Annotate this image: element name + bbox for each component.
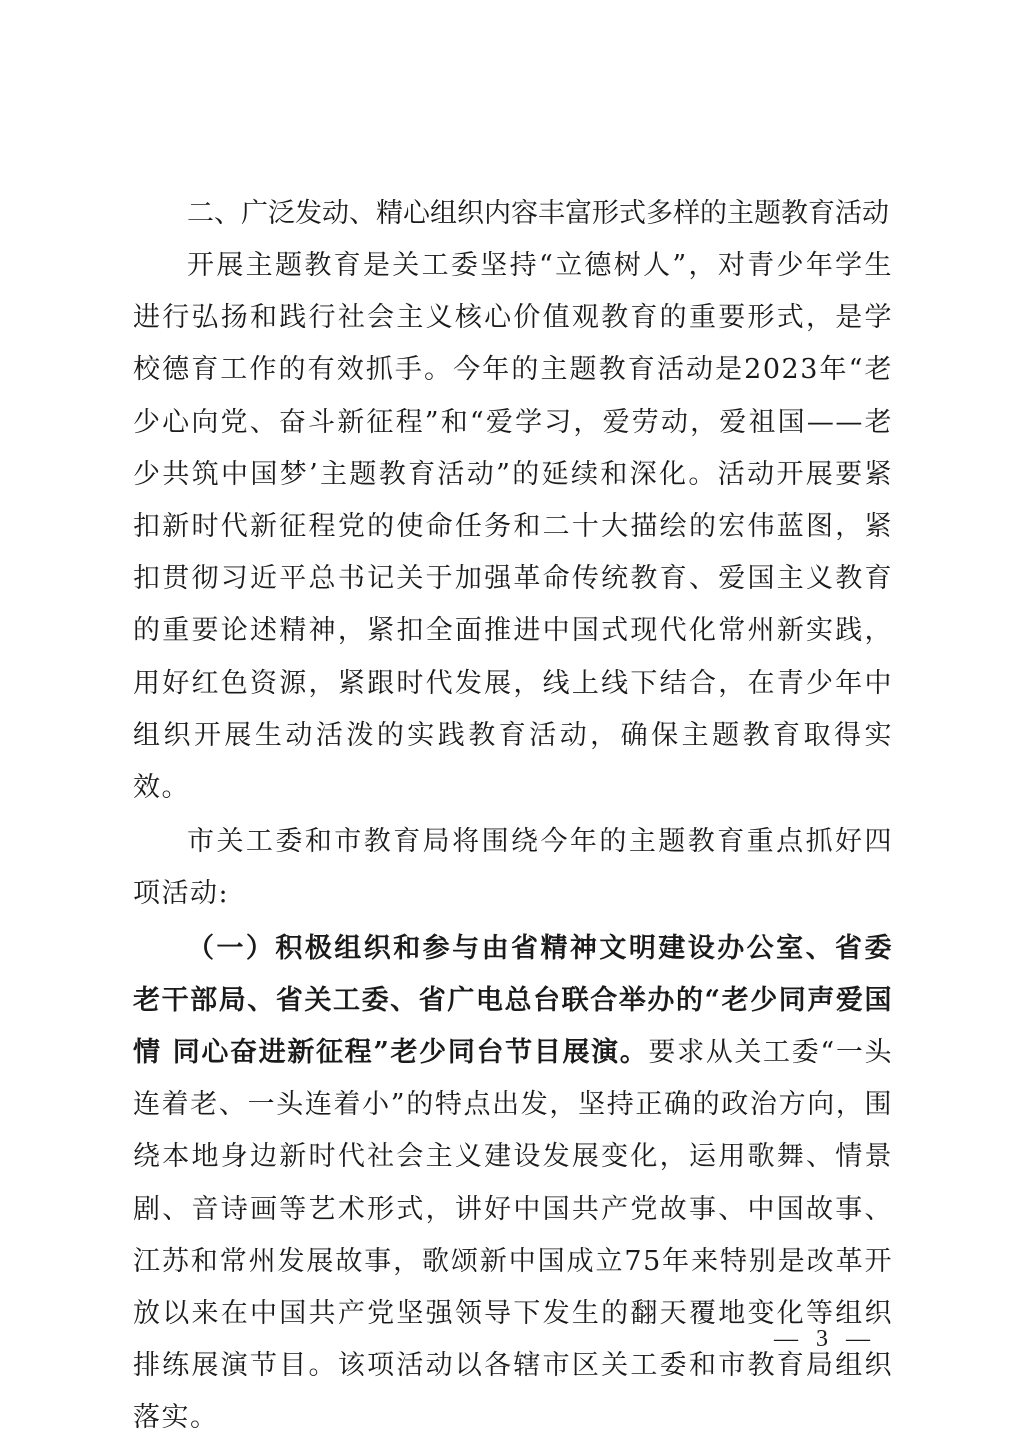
paragraph-theme-education: 开展主题教育是关工委坚持“立德树人”，对青少年学生进行弘扬和践行社会主义核心价值观教育的重要形式，是学校德育工作的有效抓手。今年的主题教育活动是2023年“老少心向党、奋斗新征程”和“爱学习，爱劳动，爱祖国——老少共筑中国梦’主题教育活动”的延续和深化。活动开展要紧扣新时代新征程党的使命任务和二十大描绘的宏伟蓝图，紧扣贯彻习近平总书记关于加强革命传统教育、爱国主义教育的重要论述精神，紧扣全面推进中国式现代化常州新实践，用好红色资源，紧跟时代发展，线上线下结合，在青少年中组织开展生动活泼的实践教育活动，确保主题教育取得实效。 <box>133 250 893 804</box>
section-heading: 二、广泛发动、精心组织内容丰富形式多样的主题教育活动 <box>187 198 889 229</box>
document-body <box>133 188 893 1445</box>
activity-one-heading: （一）积极组织和参与由省精神文明建设办公室、省委老干部局、省关工委、省广电总台联合举办的“老少同声爱国情 同心奋进新征程”老少同台节目展演。 <box>133 932 893 1069</box>
paragraph-four-activities: 市关工委和市教育局将围绕今年的主题教育重点抓好四项活动: <box>133 826 893 910</box>
activity-one-body: 要求从关工委“一头连着老、一头连着小”的特点出发，坚持正确的政治方向，围绕本地身边新时代社会主义建设发展变化，运用歌舞、情景剧、音诗画等艺术形式，讲好中国共产党故事、中国故事、江苏和常州发展故事，歌颂新中国成立75年来特别是改革开放以来在中国共产党坚强领导下发生的翻天覆地变化等组织排练展演节目。该项活动以各辖市区关工委和市教育局组织落实。 <box>133 1037 893 1434</box>
paragraph-activity-one <box>133 923 893 1445</box>
page-number: — 3 — <box>774 1326 876 1352</box>
